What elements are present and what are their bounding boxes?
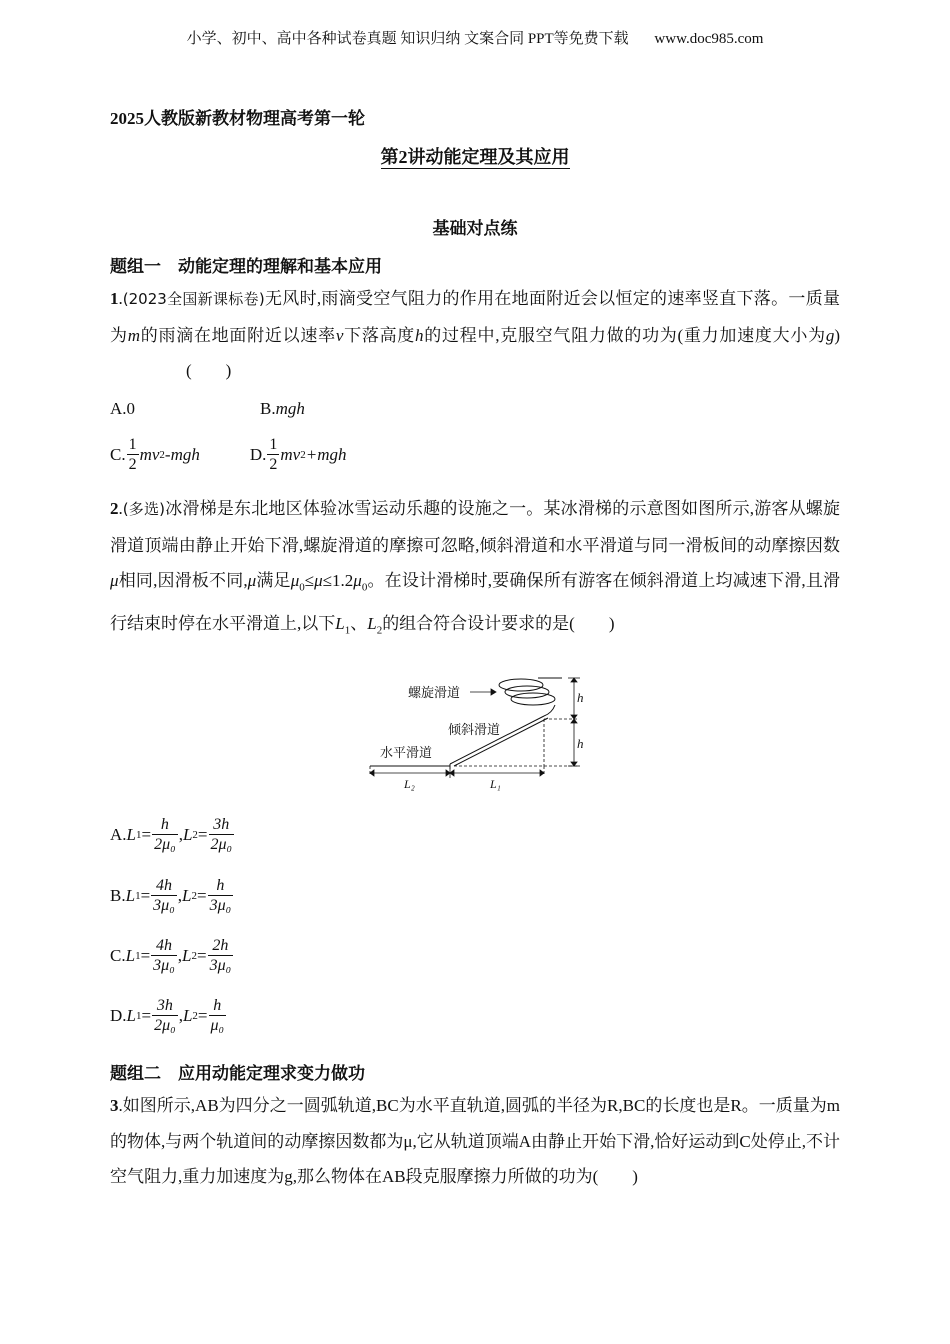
q2-option-a[interactable]: A. L 1 = $\frac{h}{\text{2μ₀}}$ , L 2 = $\frac{3h}{\text{2μ₀}}$ [110,816,233,853]
q1-option-c[interactable]: C. $\frac{1}{2}$ mv 2 -mgh [110,436,200,473]
section-title: 基础对点练 [432,219,518,238]
l2-label: L₂ [404,777,415,791]
q1-option-a[interactable]: A.0 [110,399,136,418]
spiral-label: 螺旋滑道 [408,686,461,701]
header-site-link[interactable]: www.doc985.com [654,31,764,47]
ice-slide-svg [366,668,588,794]
page-header [0,27,950,48]
question-2: 2.(多选)冰滑梯是东北地区体验冰雪运动乐趣的设施之一。某冰滑梯的示意图如图所示,游客从螺旋滑道顶端由静止开始下滑,螺旋滑道的摩擦可忽略,倾斜滑道和水平滑道与同一滑板间的动摩擦因数μ相同,因滑板不同,μ满足$\mu_0\le\mu\le 1.2\mu_0$。在设计滑梯时,要确保所有游客在倾斜滑道上均减速下滑,且滑行结束时停在水平滑道上,以下$L_1$、$L_2$的组合符合设计要求的是( ) [110,499,841,637]
incline-label: 倾斜滑道 [448,723,501,738]
doc-title: 2025人教版新教材物理高考第一轮 [110,109,365,128]
q1-option-row-ab [110,399,305,419]
q2-option-b[interactable]: B. L 1 = $\frac{4h}{\text{3μ₀}}$ , L 2 = $\frac{h}{\text{3μ₀}}$ [110,877,232,914]
group1-title: 题组一 动能定理的理解和基本应用 [110,257,382,276]
header-text: 小学、初中、高中各种试卷真题 知识归纳 文案合同 PPT等免费下载 [186,31,629,47]
ice-slide-diagram [366,668,588,799]
h-label-bottom: h [577,736,584,751]
horizontal-label: 水平滑道 [380,746,433,761]
q1-option-d[interactable]: D. $\frac{1}{2}$ mv 2 +mgh [249,436,347,473]
h-label-top: h [577,690,584,705]
l1-label: L₁ [490,777,501,791]
lesson-title: 第2讲动能定理及其应用 [380,147,570,167]
question-1: 1.(2023全国新课标卷)无风时,雨滴受空气阻力的作用在地面附近会以恒定的速率竖直下落。一质量为m的雨滴在地面附近以速率v下落高度h的过程中,克服空气阻力做的功为(重力加速度大小为g)( ) [110,289,840,380]
q2-option-d[interactable]: D. L 1 = $\frac{3h}{\text{2μ₀}}$ , L 2 = $\frac{h}{\text{μ₀}}$ [110,997,225,1034]
q1-option-row-cd [110,435,346,474]
spiral-slide-shape [499,678,562,716]
q1-option-b[interactable]: B.mgh [260,399,305,418]
group2-title: 题组二 应用动能定理求变力做功 [110,1064,365,1083]
question-3: 3.如图所示,AB为四分之一圆弧轨道,BC为水平直轨道,圆弧的半径为R,BC的长度也是R。一质量为m的物体,与两个轨道间的动摩擦因数都为μ,它从轨道顶端A由静止开始下滑,恰好运动到C处停止,不计空气阻力,重力加速度为g,那么物体在AB段克服摩擦力所做的功为( ) [110,1096,840,1186]
q2-option-c[interactable]: C. L 1 = $\frac{4h}{\text{3μ₀}}$ , L 2 = $\frac{2h}{\text{3μ₀}}$ [110,937,232,974]
